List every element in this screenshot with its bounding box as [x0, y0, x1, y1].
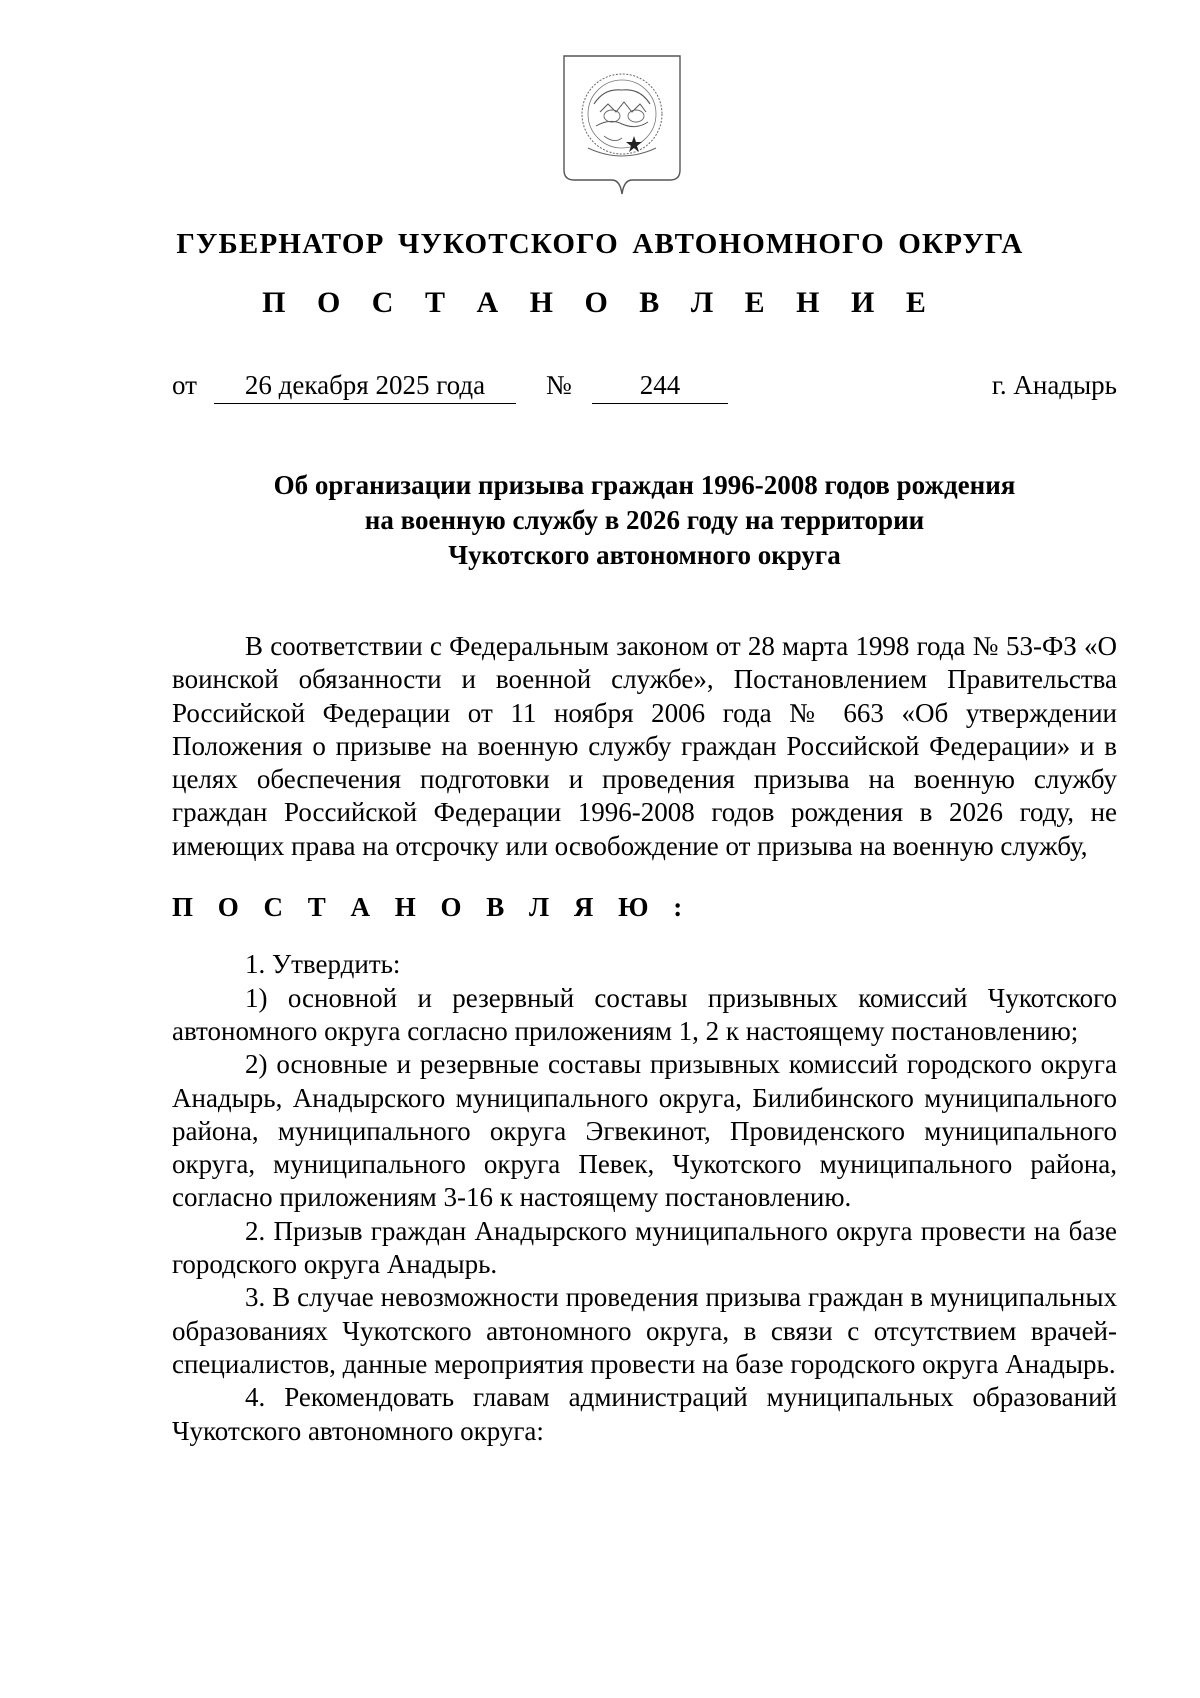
preamble-paragraph: В соответствии с Федеральным законом от 28 марта 1998 года № 53-ФЗ «О воинской обязанности и военной службе», Постановлением Правительства Российской Федерации от 11 ноября 2006 года № 663 «Об утверждении Положения о призыве на военную службу граждан Российской Федерации» и в целях обеспечения подготовки и проведения призыва на военную службу граждан Российской Федерации 1996-2008 годов рождения в 2026 году, не имеющих права на отсрочку или освобождение от призыва на военную службу,	[172, 631, 1117, 861]
document-city: г. Анадырь	[991, 370, 1117, 400]
document-title	[172, 468, 1117, 573]
date-prefix: от	[172, 370, 197, 400]
governor-heading: ГУБЕРНАТОР ЧУКОТСКОГО АВТОНОМНОГО ОКРУГА	[176, 228, 1024, 260]
document-meta-row	[172, 370, 1117, 410]
number-sign: №	[546, 370, 572, 400]
decree-heading: П О С Т А Н О В Л Я Ю :	[172, 892, 692, 923]
body-paragraph: 4. Рекомендовать главам администраций муниципальных образований Чукотского автономного округа:	[172, 1382, 1117, 1446]
body-paragraph: 1. Утвердить:	[245, 949, 401, 980]
body-paragraph: 2. Призыв граждан Анадырского муниципального округа провести на базе городского округа Анадырь.	[172, 1215, 1117, 1280]
coat-of-arms-icon	[560, 52, 684, 202]
body-paragraph: 2) основные и резервные составы призывных комиссий городского округа Анадырь, Анадырского муниципального округа, Билибинского муниципального района, муниципального округа Эгвекинот, Провиденского муниципального округа, муниципального округа Певек, Чукотского муниципального района, согласно приложениям 3-16 к настоящему постановлению.	[172, 1049, 1117, 1213]
title-line: Чукотского автономного округа	[448, 540, 841, 570]
body-paragraph: 3. В случае невозможности проведения призыва граждан в муниципальных образованиях Чукотского автономного округа, в связи с отсутствием врачей-специалистов, данные мероприятия провести на базе городского округа Анадырь.	[172, 1282, 1117, 1379]
document-type-heading: П О С Т А Н О В Л Е Н И Е	[262, 286, 938, 319]
document-date: 26 декабря 2025 года	[214, 370, 516, 404]
body-paragraph: 1) основной и резервный составы призывных комиссий Чукотского автономного округа согласно приложениям 1, 2 к настоящему постановлению;	[172, 982, 1117, 1046]
title-line: Об организации призыва граждан 1996-2008 годов рождения	[273, 470, 1016, 500]
document-number: 244	[592, 370, 728, 404]
title-line: на военную службу в 2026 году на территории	[364, 505, 925, 535]
document-body	[172, 630, 1117, 1448]
